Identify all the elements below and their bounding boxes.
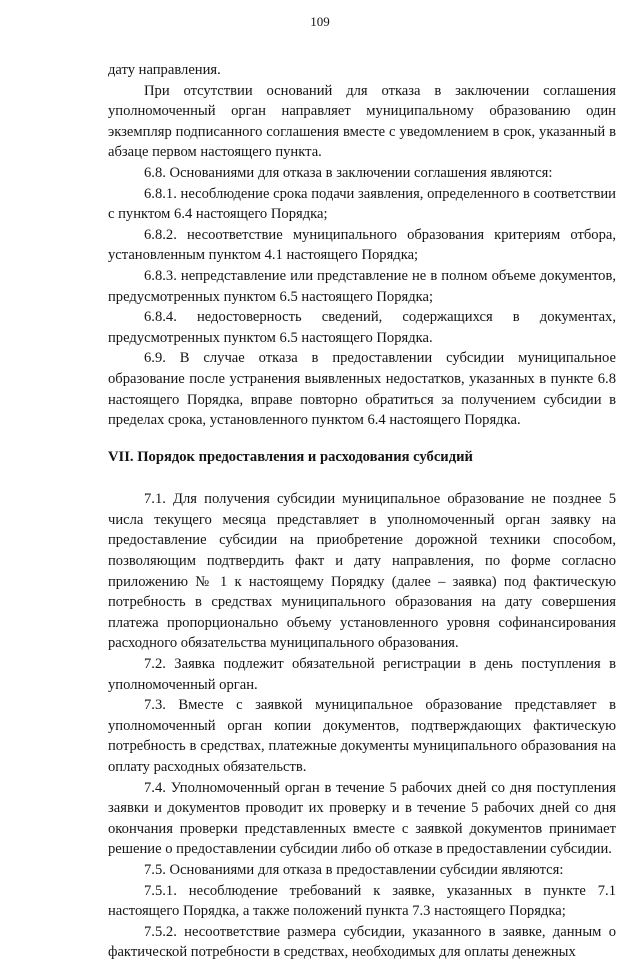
paragraph: 6.8.4. недостоверность сведений, содержащихся в документах, предусмотренных пунктом 6.5 настоящего Порядка. <box>108 309 616 346</box>
paragraph: 6.9. В случае отказа в предоставлении субсидии муниципальное образование после устранения выявленных недостатков, указанных в пункте 6.8 настоящего Порядка, вправе повторно обратиться за получением субсидии в пределах срока, установленного пунктом 6.4 настоящего Порядка. <box>108 350 616 429</box>
document-body <box>108 60 616 963</box>
paragraph: 6.8.2. несоответствие муниципального образования критериям отбора, установленным пунктом 4.1 настоящего Порядка; <box>108 226 616 264</box>
page-number: 109 <box>310 14 330 29</box>
paragraph: 6.8.1. несоблюдение срока подачи заявления, определенного в соответствии с пунктом 6.4 настоящего Порядка; <box>108 185 616 223</box>
paragraph: 7.5.1. несоблюдение требований к заявке, указанных в пункте 7.1 настоящего Порядка, а также положений пункта 7.3 настоящего Порядка; <box>108 882 616 920</box>
paragraph: 7.1. Для получения субсидии муниципальное образование не позднее 5 числа текущего месяца представляет в уполномоченный орган заявку на предоставление субсидии на приобретение дорожной техники способом, позволяющим подтвердить факт и дату направления, по форме согласно приложению № 1 к настоящему Порядку (далее – заявка) под фактическую потребность в средствах муниципального образования на дату совершения платежа пропорционально объему установленного уровня софинансирования расходного обязательства муниципального образования. <box>108 491 616 652</box>
paragraph: 6.8.3. непредставление или представление не в полном объеме документов, предусмотренных пунктом 6.5 настоящего Порядка; <box>108 267 616 305</box>
paragraph: 7.4. Уполномоченный орган в течение 5 рабочих дней со дня поступления заявки и документов проводит их проверку и в течение 5 рабочих дней со дня окончания проверки представленных вместе с заявкой документов принимает решение о предоставлении субсидии либо об отказе в предоставлении субсидии. <box>108 779 616 858</box>
paragraph: 7.3. Вместе с заявкой муниципальное образование представляет в уполномоченный орган копии документов, подтверждающих фактическую потребность в средствах, платежные документы муниципального образования на оплату расходных обязательств. <box>108 697 616 775</box>
paragraph: 6.8. Основаниями для отказа в заключении соглашения являются: <box>144 164 553 181</box>
paragraph: дату направления. <box>108 62 221 78</box>
paragraph: 7.5.2. несоответствие размера субсидии, указанного в заявке, данным о фактической потребности в средствах, необходимых для оплаты денежных <box>108 923 616 961</box>
section-heading: VII. Порядок предоставления и расходования субсидий <box>108 448 473 465</box>
paragraph: При отсутствии оснований для отказа в заключении соглашения уполномоченный орган направляет муниципальному образованию один экземпляр подписанного соглашения вместе с уведомлением в срок, указанный в абзаце первом настоящего пункта. <box>108 82 616 161</box>
paragraph: 7.2. Заявка подлежит обязательной регистрации в день поступления в уполномоченный орган. <box>108 656 616 693</box>
paragraph: 7.5. Основаниями для отказа в предоставлении субсидии являются: <box>144 861 564 878</box>
